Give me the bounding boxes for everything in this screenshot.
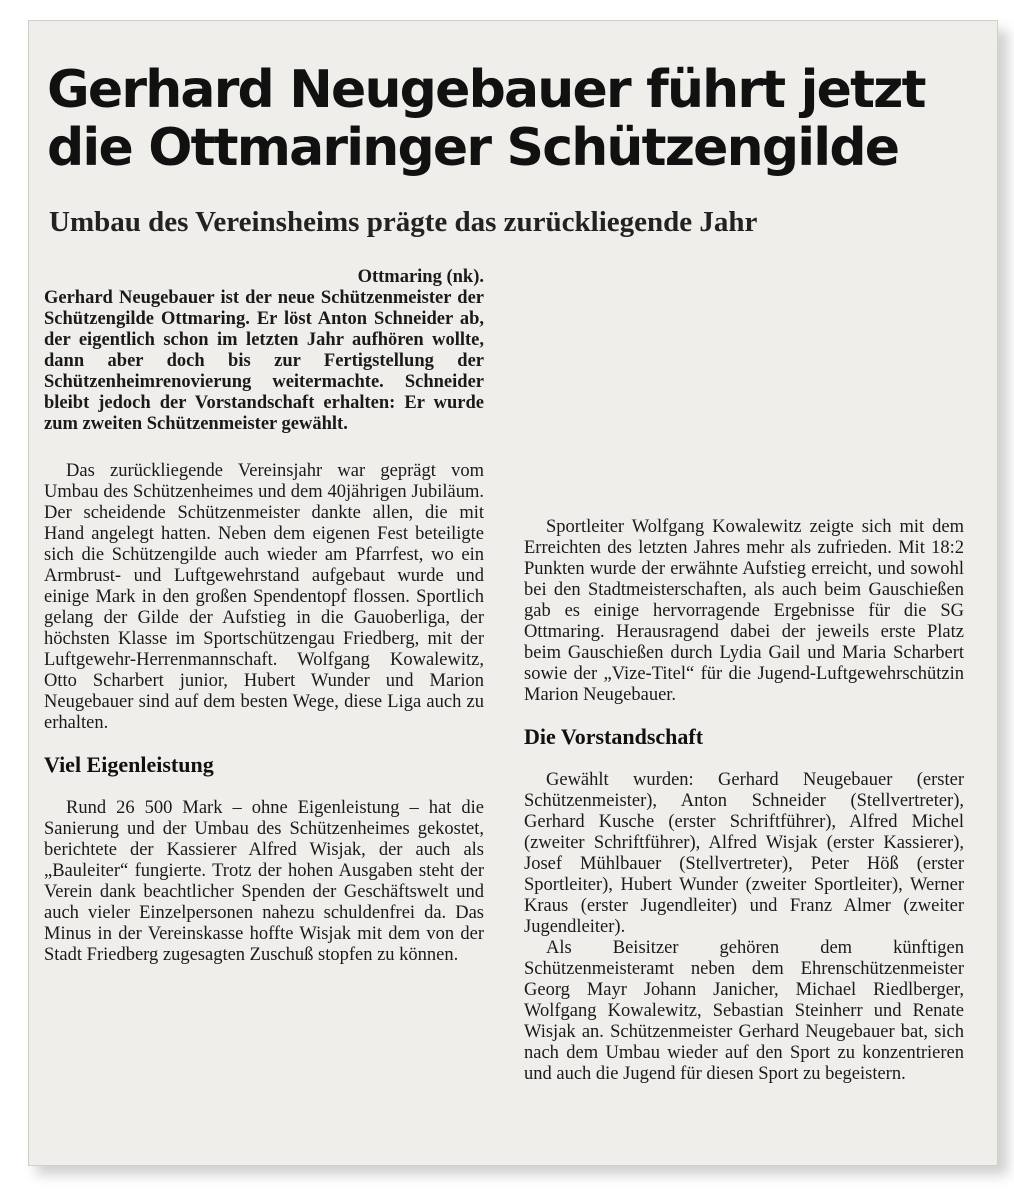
article-dateline: Ottmaring (nk). xyxy=(357,267,484,287)
article-column-left xyxy=(44,267,484,966)
article-subheadline: Umbau des Vereinsheims prägte das zurückliegende Jahr xyxy=(49,206,758,238)
newspaper-clipping xyxy=(28,20,998,1166)
article-paragraph: Rund 26 500 Mark – ohne Eigenleistung – hat die Sanierung und der Umbau des Schützenheimes gekostet, berichtete der Kassierer Alfred Wisjak, der auch als „Bauleiter“ fungierte. Trotz der hohen Ausgaben steht der Verein dank beachtlicher Spenden der Geschäftswelt und auch vieler Einzelpersonen nahezu schuldenfrei da. Das Minus in der Vereinskasse hoffte Wisjak mit dem von der Stadt Friedberg zugesagten Zuschuß stopfen zu können. xyxy=(44,798,484,965)
article-column-right xyxy=(524,267,964,1085)
article-lead: Gerhard Neugebauer ist der neue Schützenmeister der Schützengilde Ottmaring. Er löst Anton Schneider ab, der eigentlich schon im letzten Jahr aufhören wollte, dann aber doch bis zur Fertigstellung der Schützenheimrenovierung weitermachte. Schneider bleibt jedoch der Vorstandschaft erhalten: Er wurde zum zweiten Schützenmeister gewählt. xyxy=(44,288,484,434)
article-subheading: Viel Eigenleistung xyxy=(44,752,214,777)
article-headline: Gerhard Neugebauer führt jetzt die Ottmaringer Schützengilde xyxy=(47,60,925,178)
article-subheading: Die Vorstandschaft xyxy=(524,724,704,749)
article-paragraph: Sportleiter Wolfgang Kowalewitz zeigte sich mit dem Erreichten des letzten Jahres mehr als zufrieden. Mit 18:2 Punkten wurde der erwähnte Aufstieg erreicht, und sowohl bei den Stadtmeisterschaften, als auch beim Gauschießen gab es einige hervorragende Ergebnisse für die SG Ottmaring. Herausragend dabei der jeweils erste Platz beim Gauschießen durch Lydia Gail und Maria Scharbert sowie der „Vize-Titel“ für die Jugend-Luftgewehrschützin Marion Neugebauer. xyxy=(524,517,964,705)
article-paragraph: Als Beisitzer gehören dem künftigen Schützenmeisteramt neben dem Ehrenschützenmeister Georg Mayr Johann Janicher, Michael Riedlberger, Wolfgang Kowalewitz, Sebastian Steinherr und Renate Wisjak an. Schützenmeister Gerhard Neugebauer bat, sich nach dem Umbau wieder auf den Sport zu konzentrieren und auch die Jugend für diesen Sport zu begeistern. xyxy=(524,938,964,1084)
article-paragraph: Das zurückliegende Vereinsjahr war geprägt vom Umbau des Schützenheimes und dem 40jährigen Jubiläum. Der scheidende Schützenmeister dankte allen, die mit Hand angelegt hatten. Neben dem eigenen Fest beteiligte sich die Schützengilde auch wieder am Pfarrfest, wo ein Armbrust- und Luftgewehrstand aufgebaut wurde und einige Mark in den großen Spendentopf flossen. Sportlich gelang der Gilde der Aufstieg in die Gauoberliga, der höchsten Klasse im Sportschützengau Friedberg, mit der Luftgewehr-Herrenmannschaft. Wolfgang Kowalewitz, Otto Scharbert junior, Hubert Wunder und Marion Neugebauer sind auf dem besten Wege, diese Liga auch zu erhalten. xyxy=(44,461,484,733)
article-paragraph: Gewählt wurden: Gerhard Neugebauer (erster Schützenmeister), Anton Schneider (Stellvertreter), Gerhard Kusche (erster Schriftführer), Alfred Michel (zweiter Schriftführer), Alfred Wisjak (erster Kassierer), Josef Mühlbauer (Stellvertreter), Peter Höß (erster Sportleiter), Hubert Wunder (zweiter Sportleiter), Werner Kraus (erster Jugendleiter) und Franz Almer (zweiter Jugendleiter). xyxy=(524,770,964,937)
